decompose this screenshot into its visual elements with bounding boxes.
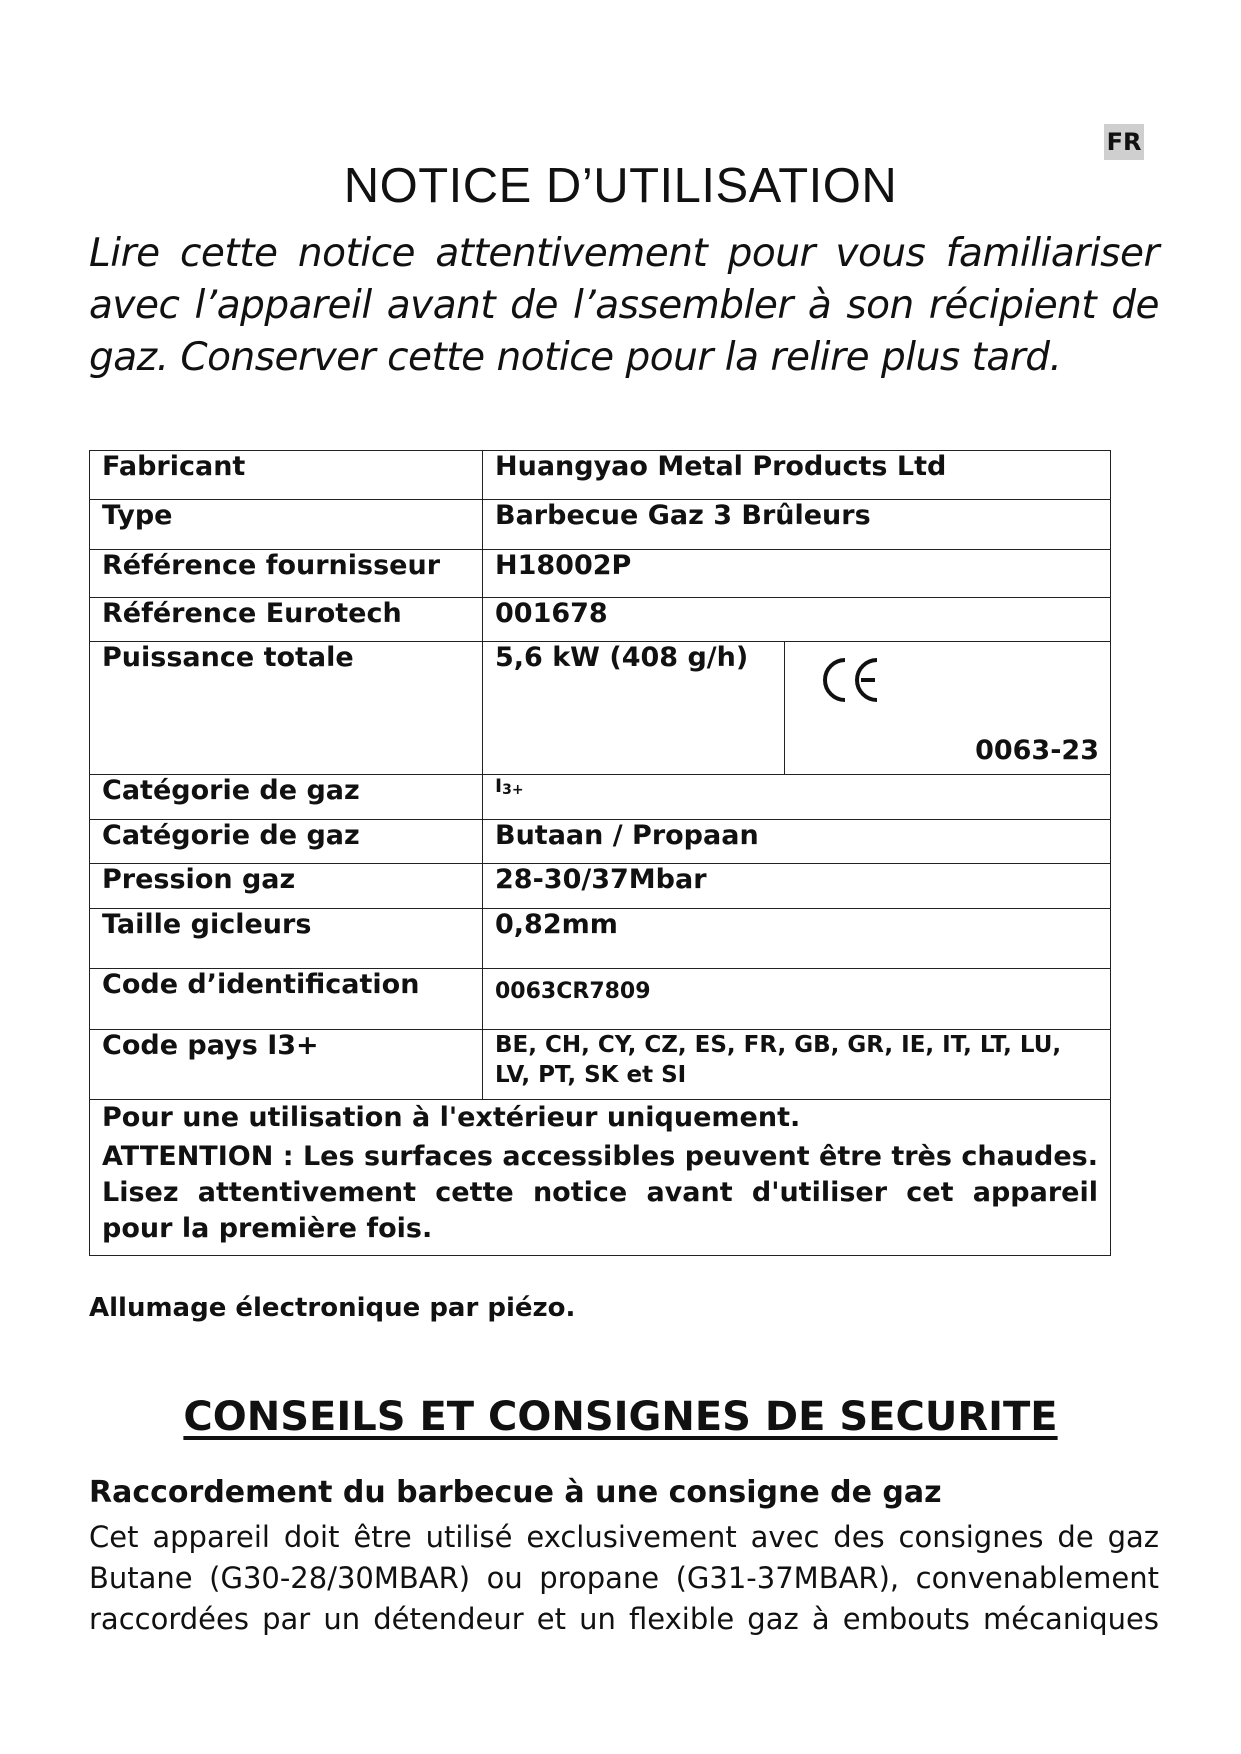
spec-value: Barbecue Gaz 3 Brûleurs — [483, 500, 1111, 550]
table-row — [90, 864, 1111, 909]
notified-body-number: 0063-23 — [975, 735, 1099, 766]
spec-value — [483, 775, 1111, 820]
table-row — [90, 598, 1111, 642]
gas-category-code: I — [495, 775, 503, 797]
table-row — [90, 820, 1111, 864]
spec-value: Huangyao Metal Products Ltd — [483, 451, 1111, 500]
spec-label: Référence Eurotech — [90, 598, 483, 642]
intro-paragraph: Lire cette notice attentivement pour vous familiariser avec l’appareil avant de l’assembler à son récipient de gaz. Conserver cette notice pour la relire plus tard. — [89, 231, 1159, 380]
spec-value: Butaan / Propaan — [483, 820, 1111, 864]
spec-value: 0063CR7809 — [483, 969, 1111, 1030]
warning-text: ATTENTION : Les surfaces accessibles peuvent être très chaudes. Lisez attentivement cette notice avant d'utiliser cet appareil pour la première fois. — [102, 1141, 1098, 1244]
table-row — [90, 500, 1111, 550]
spec-label: Puissance totale — [90, 642, 483, 775]
body-paragraph: Cet appareil doit être utilisé exclusivement avec des consignes de gaz Butane (G30-28/30MBAR) ou propane (G31-37MBAR), convenablement raccordées par un détendeur et un flexible gaz à embouts mécaniques — [89, 1520, 1159, 1636]
page-title: NOTICE D’UTILISATION — [343, 159, 898, 213]
spec-value: 001678 — [483, 598, 1111, 642]
spec-label: Code d’identification — [90, 969, 483, 1030]
table-row — [90, 775, 1111, 820]
spec-label: Taille gicleurs — [90, 909, 483, 969]
table-row — [90, 642, 1111, 775]
gas-category-code-sub: 3+ — [502, 782, 524, 798]
spec-label: Référence fournisseur — [90, 550, 483, 598]
spec-value: 5,6 kW (408 g/h) — [483, 642, 785, 775]
specs-table — [89, 450, 1111, 1256]
spec-value: 0,82mm — [483, 909, 1111, 969]
table-row — [90, 909, 1111, 969]
notice-cell — [90, 1100, 1111, 1256]
spec-label: Catégorie de gaz — [90, 775, 483, 820]
spec-label: Type — [90, 500, 483, 550]
table-row — [90, 1100, 1111, 1256]
section-title: CONSEILS ET CONSIGNES DE SECURITE — [183, 1394, 1058, 1440]
spec-label: Code pays I3+ — [90, 1030, 483, 1100]
ce-mark — [817, 654, 881, 713]
ce-cell — [785, 642, 1111, 775]
table-row — [90, 1030, 1111, 1100]
table-row — [90, 550, 1111, 598]
table-row — [90, 451, 1111, 500]
spec-label: Fabricant — [90, 451, 483, 500]
spec-value: BE, CH, CY, CZ, ES, FR, GB, GR, IE, IT, LT, LU, LV, PT, SK et SI — [483, 1030, 1111, 1100]
outdoor-notice: Pour une utilisation à l'extérieur uniquement. — [102, 1102, 801, 1133]
language-badge: FR — [1104, 124, 1144, 160]
subsection-title: Raccordement du barbecue à une consigne de gaz — [89, 1475, 942, 1510]
spec-label: Catégorie de gaz — [90, 820, 483, 864]
spec-label: Pression gaz — [90, 864, 483, 909]
ignition-note: Allumage électronique par piézo. — [89, 1293, 576, 1323]
spec-value: 28-30/37Mbar — [483, 864, 1111, 909]
spec-value: H18002P — [483, 550, 1111, 598]
table-row — [90, 969, 1111, 1030]
ce-mark-icon — [817, 654, 881, 706]
